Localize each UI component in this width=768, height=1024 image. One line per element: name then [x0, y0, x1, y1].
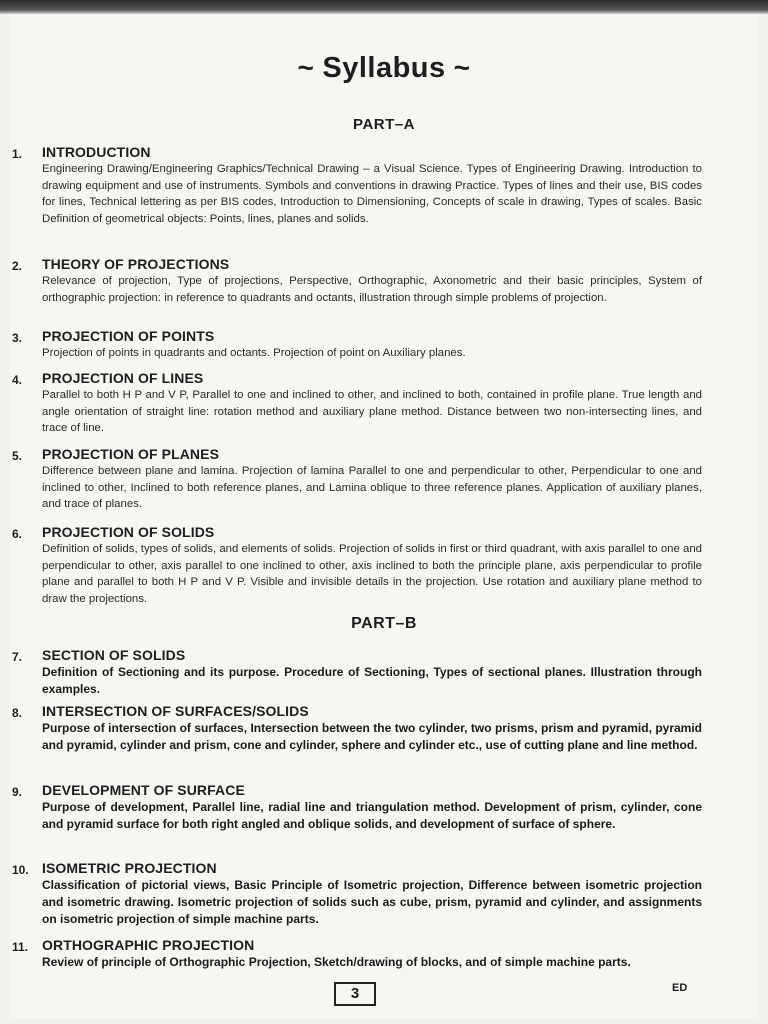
part-a-heading: PART–A [353, 116, 415, 133]
footer-code: ED [672, 982, 688, 994]
part-b-heading: PART–B [351, 615, 417, 632]
section-body: Definition of Sectioning and its purpose. Procedure of Sectioning, Types of sectional planes. Illustration through examples. [42, 665, 702, 696]
section-heading: ORTHOGRAPHIC PROJECTION [42, 937, 255, 953]
section-heading: INTERSECTION OF SURFACES/SOLIDS [42, 703, 309, 719]
section-number: 5. [12, 449, 23, 463]
section-heading: SECTION OF SOLIDS [42, 647, 186, 663]
section-body: Purpose of intersection of surfaces, Intersection between the two cylinder, two prisms, prism and pyramid, pyramid and pyramid, cylinder and prism, cone and cylinder, sphere and cylinder etc., use of cutting plane and line method. [42, 721, 702, 752]
section-orthographic-projection [12, 937, 702, 971]
title-text: Syllabus [322, 52, 446, 84]
section-number: 11. [12, 940, 29, 954]
section-body: Parallel to both H P and V P, Parallel to one and inclined to other, and inclined to both, contained in profile plane. True length and angle orientation of straight line: rotation method and auxiliary plane method. Distance between two non-intersecting lines, and trace of line. [42, 389, 702, 434]
section-heading: PROJECTION OF POINTS [42, 328, 215, 344]
section-projection-of-points [12, 328, 702, 362]
section-body: Relevance of projection, Type of projections, Perspective, Orthographic, Axonometric and their basic principles, System of orthographic projection: in reference to quadrants and octants, illustration through simple problems of projection. [42, 275, 702, 304]
section-theory-of-projections [12, 256, 702, 306]
section-development-of-surface [12, 782, 702, 833]
page-title [0, 52, 768, 85]
section-number: 1. [12, 147, 23, 161]
section-number: 9. [12, 785, 23, 799]
section-introduction [12, 144, 702, 227]
section-number: 6. [12, 527, 23, 541]
section-section-of-solids [12, 647, 702, 698]
section-body: Definition of solids, types of solids, and elements of solids. Projection of solids in first or third quadrant, with axis parallel to one and perpendicular to other, axis parallel to one inclined to other, axis inclined to both the principle plane, axis perpendicular to profile plane and parallel to both H P and V P. Visible and invisible details in the projection. Use rotation and auxiliary plane method to draw the projections. [42, 543, 702, 605]
section-number: 7. [12, 650, 23, 664]
section-body: Projection of points in quadrants and octants. Projection of point on Auxiliary planes. [42, 347, 466, 359]
section-body: Review of principle of Orthographic Projection, Sketch/drawing of blocks, and of simple machine parts. [42, 955, 631, 969]
section-projection-of-planes [12, 446, 702, 513]
section-heading: PROJECTION OF PLANES [42, 446, 220, 462]
section-body: Purpose of development, Parallel line, radial line and triangulation method. Development of prism, cylinder, cone and pyramid surface for both right angled and oblique solids, and development of surface of sphere. [42, 800, 702, 831]
top-edge-shadow [0, 0, 768, 14]
title-decor-left: ~ [297, 52, 315, 83]
section-heading: ISOMETRIC PROJECTION [42, 860, 217, 876]
section-projection-of-lines [12, 370, 702, 437]
section-heading: INTRODUCTION [42, 144, 151, 160]
section-body: Difference between plane and lamina. Projection of lamina Parallel to one and perpendicular to other, Perpendicular to one and inclined to other, Inclined to both reference planes, and Lamina oblique to three reference planes. Application of auxiliary planes, and trace of planes. [42, 465, 702, 510]
section-projection-of-solids [12, 524, 702, 607]
page-number: 3 [334, 982, 376, 1006]
section-isometric-projection [12, 860, 702, 928]
section-number: 2. [12, 259, 23, 273]
section-heading: PROJECTION OF LINES [42, 370, 204, 386]
title-decor-right: ~ [453, 52, 471, 83]
section-body: Engineering Drawing/Engineering Graphics/Technical Drawing – a Visual Science. Types of Engineering Drawing. Introduction to drawing equipment and use of instruments. Symbols and conventions in drawing Practice. Types of lines and their use, BIS codes for lines, Technical lettering as per BIS codes, Introduction to Dimensioning, Concepts of scale in drawing, Types of scales. Basic Definition of geometrical objects: Points, lines, planes and solids. [42, 163, 702, 225]
section-heading: PROJECTION OF SOLIDS [42, 524, 215, 540]
section-number: 3. [12, 331, 23, 345]
section-number: 10. [12, 863, 29, 877]
section-intersection-of-surfaces [12, 703, 702, 754]
section-body: Classification of pictorial views, Basic Principle of Isometric projection, Difference between isometric projection and isometric drawing. Isometric projection of solids such as cube, prism, pyramid and cylinder, and assignments on isometric projection of simple machine parts. [42, 878, 702, 926]
section-heading: DEVELOPMENT OF SURFACE [42, 782, 245, 798]
section-heading: THEORY OF PROJECTIONS [42, 256, 230, 272]
section-number: 8. [12, 706, 23, 720]
section-number: 4. [12, 373, 23, 387]
